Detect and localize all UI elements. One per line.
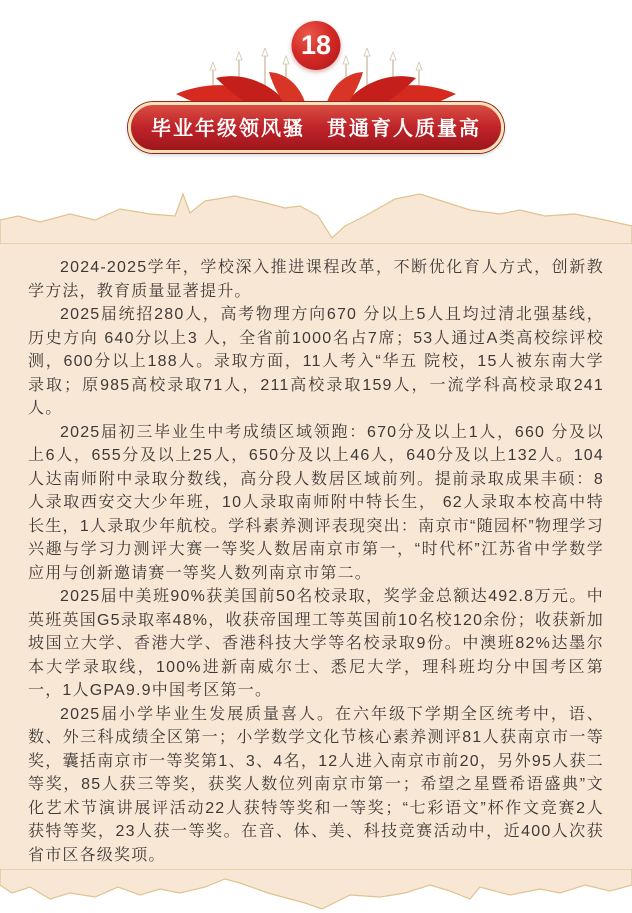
article-body: [0, 242, 632, 871]
content-card: [0, 186, 632, 913]
section-banner-title: 毕业年级领风骚 贯通育人质量高: [151, 118, 481, 140]
paragraph-overview: 2024-2025学年，学校深入推进课程改革，不断优化育人方式，创新教学方法，教育质量显著提升。: [28, 259, 604, 300]
section-banner: [128, 102, 504, 153]
page-header: [0, 0, 632, 150]
paragraph-zhongkao-results: 2025届初三毕业生中考成绩区域领跑：670分及以上1人，660 分及以上6人，655分及以上25人，650分及以上46人，640分及以上132人。104人达南师附中录取分数线，高分段人数居区域前列。提前录取成果丰硕：8人录取西安交大少年班，10人录取南师附中特长生， 62人录取本校高中特长生，1人录取少年航校。学科素养测评表现突出：南京市“随园杯”物理学习兴趣与学习力测评大赛一等奖人数居南京市第一，“时代杯”江苏省中学数学应用与创新邀请赛一等奖人数列南京市第二。: [28, 423, 604, 582]
torn-paper-bottom-edge: [0, 869, 632, 913]
paragraph-primary-graduates: 2025届小学毕业生发展质量喜人。在六年级下学期全区统考中，语、数、外三科成绩全区第一；小学数学文化节核心素养测评81人获南京市一等奖，囊括南京市一等奖第1、3、4名，12人进入南京市前20，另外95人获二等奖，85人获三等奖，获奖人数位列南京市第一；希望之星暨希语盛典”文化艺术节演讲展评活动22人获特等奖和一等奖；“七彩语文”杯作文竞赛2人获特等奖，23人获一等奖。在音、体、美、科技竞赛活动中，近400人次获省市区各级奖项。: [28, 705, 604, 864]
torn-paper-top-edge: [0, 186, 632, 244]
paragraph-international-classes: 2025届中美班90%获美国前50名校录取，奖学金总额达492.8万元。中英班英国G5录取率48%，收获帝国理工等英国前10名校120余份；收获新加坡国立大学、香港大学、香港科技大学等名校录取9份。中澳班82%达墨尔本大学录取线，100%进新南威尔士、悉尼大学，理科班均分中国考区第一，1人GPA9.9中国考区第一。: [28, 588, 604, 699]
page-number: 18: [300, 30, 332, 60]
page-number-badge: [292, 21, 341, 70]
paragraph-gaokao-results: 2025届统招280人，高考物理方向670 分以上5人且均过清北强基线，历史方向 640分以上3 人，全省前1000名占7席；53人通过A类高校综评校测，600分以上188人。录取方面，11人考入“华五 院校，15人被东南大学录取；原985高校录取71人，211高校录取159人，一流学科高校录取241人。: [28, 306, 604, 417]
